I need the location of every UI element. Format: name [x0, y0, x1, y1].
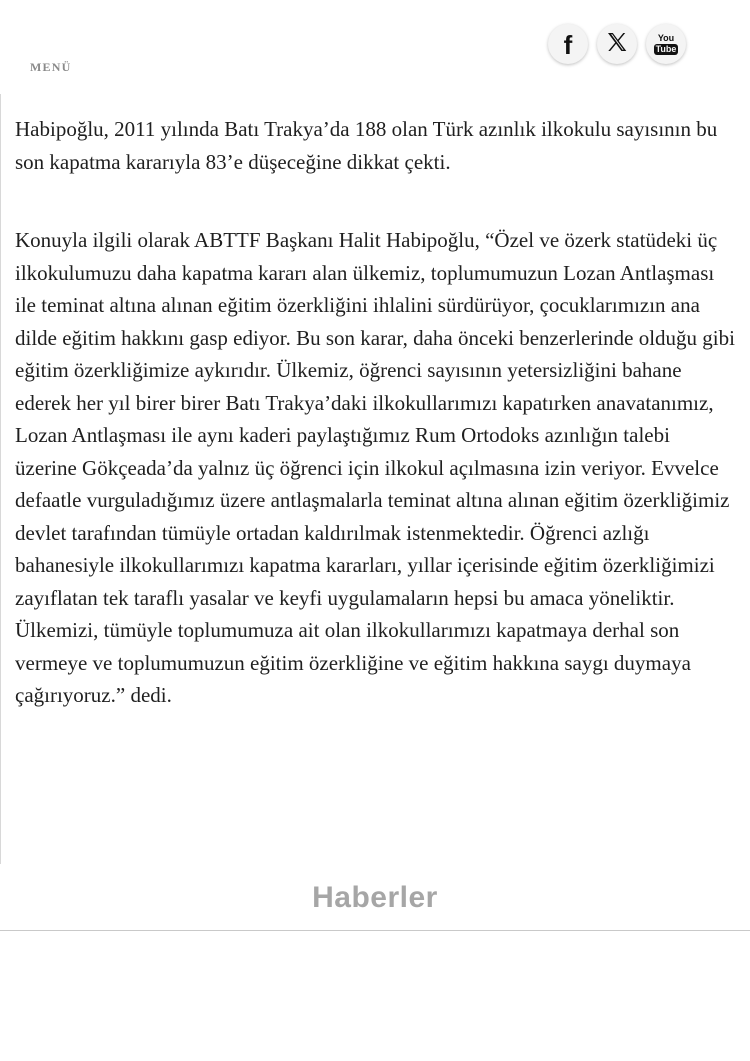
youtube-icon: You Tube — [655, 32, 677, 54]
x-icon — [605, 30, 629, 59]
facebook-icon: f — [563, 30, 573, 60]
footer-divider — [0, 930, 750, 931]
youtube-button[interactable] — [646, 24, 686, 64]
x-button[interactable] — [597, 24, 637, 64]
social-links — [548, 24, 686, 64]
menu-button[interactable]: MENÜ — [30, 60, 72, 74]
brand-logo[interactable]: Haberler — [312, 881, 438, 914]
article-paragraph: Habipoğlu, 2011 yılında Batı Trakya’da 188 olan Türk azınlık ilkokulu sayısının bu son kapatma kararıyla 83’e düşeceğine dikkat çekti. — [15, 117, 718, 174]
facebook-button[interactable] — [548, 24, 588, 64]
article-paragraph: Konuyla ilgili olarak ABTTF Başkanı Halit Habipoğlu, “Özel ve özerk statüdeki üç ilkokulumuzu daha kapatma kararı alan ülkemiz, toplumumuzun Lozan Antlaşması ile teminat altına alınan eğitim özerkliğini ihlalini sürdürüyor, çocuklarımızın ana dilde eğitim hakkını gasp ediyor. Bu son karar, daha önceki benzerlerinde olduğu gibi eğitim özerkliğimize aykırıdır. Ülkemiz, öğrenci sayısının yetersizliğini bahane ederek her yıl birer birer Batı Trakya’daki ilkokullarımızı kapatırken anavatanımız, Lozan Antlaşması ile aynı kaderi paylaştığımız Rum Ortodoks azınlığın talebi üzerine Gökçeada’da yalnız üç öğrenci için ilkokul açılmasına izin veriyor. Evvelce defaatle vurguladığımız üzere antlaşmalarla teminat altına alınan eğitim özerkliğimiz devlet tarafından tümüyle ortadan kaldırılmak istenmektedir. Öğrenci azlığı bahanesiyle ilkokullarımızı kapatma kararları, yıllar içerisinde eğitim özerkliğimizi zayıflatan tek taraflı yasalar ve keyfi uygulamaların hepsi bu amaca yöneliktir. Ülkemizi, tümüyle toplumumuza ait olan ilkokullarımızı kapatmaya derhal son vermeye ve toplumumuzun eğitim özerkliğine ve eğitim hakkına saygı duymaya çağırıyoruz.” dedi. — [15, 228, 735, 707]
article-body — [0, 94, 750, 864]
